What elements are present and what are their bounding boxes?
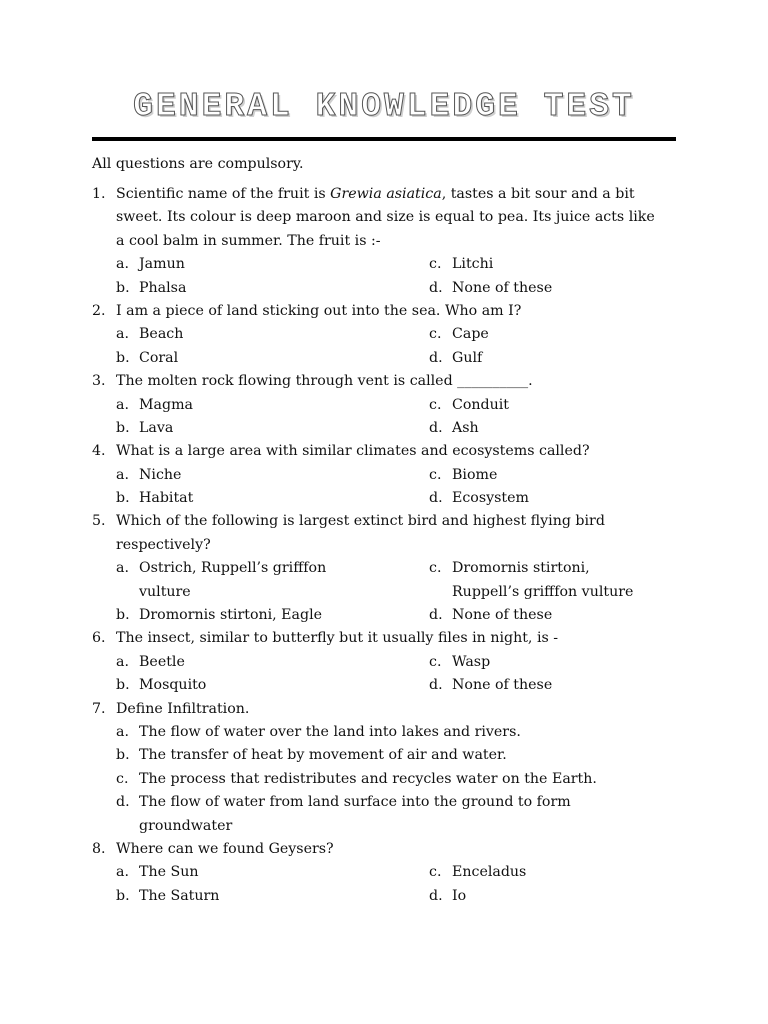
instructions: All questions are compulsory. xyxy=(92,156,304,172)
question-list xyxy=(92,153,676,908)
option-row xyxy=(92,323,676,346)
scientific-name: Grewia asiatica xyxy=(330,186,442,202)
question-3: 3. The molten rock flowing through vent is called __________. xyxy=(92,373,533,390)
option-d: d. The flow of water from land surface into the ground to form xyxy=(116,794,571,811)
option-b: b. Lava xyxy=(116,419,174,436)
option-row xyxy=(92,861,676,884)
option-row xyxy=(92,885,676,908)
option-b: b. The Saturn xyxy=(116,887,220,904)
option-row xyxy=(92,487,676,510)
option-a-cont: vulture xyxy=(139,583,191,600)
option-d: d. None of these xyxy=(429,677,553,694)
option-b: b. Habitat xyxy=(116,490,194,507)
option-a: a. Magma xyxy=(116,396,193,413)
option-row xyxy=(92,604,676,627)
title-rule xyxy=(92,137,676,141)
option-b: b. Dromornis stirtoni, Eagle xyxy=(116,607,323,624)
option-a: a. The Sun xyxy=(116,864,199,881)
option-c: c. Cape xyxy=(429,326,489,343)
question-1: 1. Scientific name of the fruit is Grewia asiatica, tastes a bit sour and a bit xyxy=(92,186,635,202)
option-d: d. Ash xyxy=(429,419,479,436)
question-1-text: a cool balm in summer. The fruit is :- xyxy=(116,232,381,249)
option-row xyxy=(92,557,676,580)
question-8: 8. Where can we found Geysers? xyxy=(92,840,334,857)
page-title: GENERAL KNOWLEDGE TEST xyxy=(133,88,635,125)
option-a: a. Niche xyxy=(116,466,182,483)
option-a: a. Ostrich, Ruppell’s grifffon xyxy=(116,560,327,577)
option-c-cont: Ruppell’s grifffon vulture xyxy=(452,583,634,600)
option-a: a. Jamun xyxy=(116,256,185,273)
option-row xyxy=(92,674,676,697)
option-b: b. The transfer of heat by movement of air and water. xyxy=(116,747,507,764)
option-a: a. The flow of water over the land into lakes and rivers. xyxy=(116,723,521,740)
option-c: c. Conduit xyxy=(429,396,509,413)
option-c: c. Dromornis stirtoni, xyxy=(429,560,590,577)
question-5: 5. Which of the following is largest extinct bird and highest flying bird xyxy=(92,513,605,530)
question-4: 4. What is a large area with similar climates and ecosystems called? xyxy=(92,443,590,460)
question-1-text: sweet. Its colour is deep maroon and size is equal to pea. Its juice acts like xyxy=(116,209,655,226)
option-row xyxy=(92,581,676,604)
option-row xyxy=(92,277,676,300)
option-row xyxy=(92,651,676,674)
option-c: c. Litchi xyxy=(429,256,494,273)
option-b: b. Phalsa xyxy=(116,279,187,296)
option-d: d. Gulf xyxy=(429,349,483,366)
option-c: c. Enceladus xyxy=(429,864,527,881)
option-d: d. Ecosystem xyxy=(429,490,529,507)
option-d: d. None of these xyxy=(429,279,553,296)
option-row xyxy=(92,417,676,440)
option-row xyxy=(92,253,676,276)
option-row xyxy=(92,394,676,417)
question-5-text: respectively? xyxy=(116,536,211,553)
option-row xyxy=(92,347,676,370)
option-row xyxy=(92,464,676,487)
question-6: 6. The insect, similar to butterfly but it usually files in night, is - xyxy=(92,630,559,647)
option-a: a. Beach xyxy=(116,326,184,343)
option-c: c. Wasp xyxy=(429,653,491,670)
option-d: d. Io xyxy=(429,887,467,904)
option-a: a. Beetle xyxy=(116,653,185,670)
option-d-cont: groundwater xyxy=(139,817,233,834)
option-c: c. Biome xyxy=(429,466,498,483)
option-d: d. None of these xyxy=(429,607,553,624)
option-c: c. The process that redistributes and recycles water on the Earth. xyxy=(116,770,597,787)
question-7: 7. Define Infiltration. xyxy=(92,700,250,717)
question-2: 2. I am a piece of land sticking out into the sea. Who am I? xyxy=(92,302,522,319)
option-b: b. Coral xyxy=(116,349,179,366)
option-b: b. Mosquito xyxy=(116,677,207,694)
